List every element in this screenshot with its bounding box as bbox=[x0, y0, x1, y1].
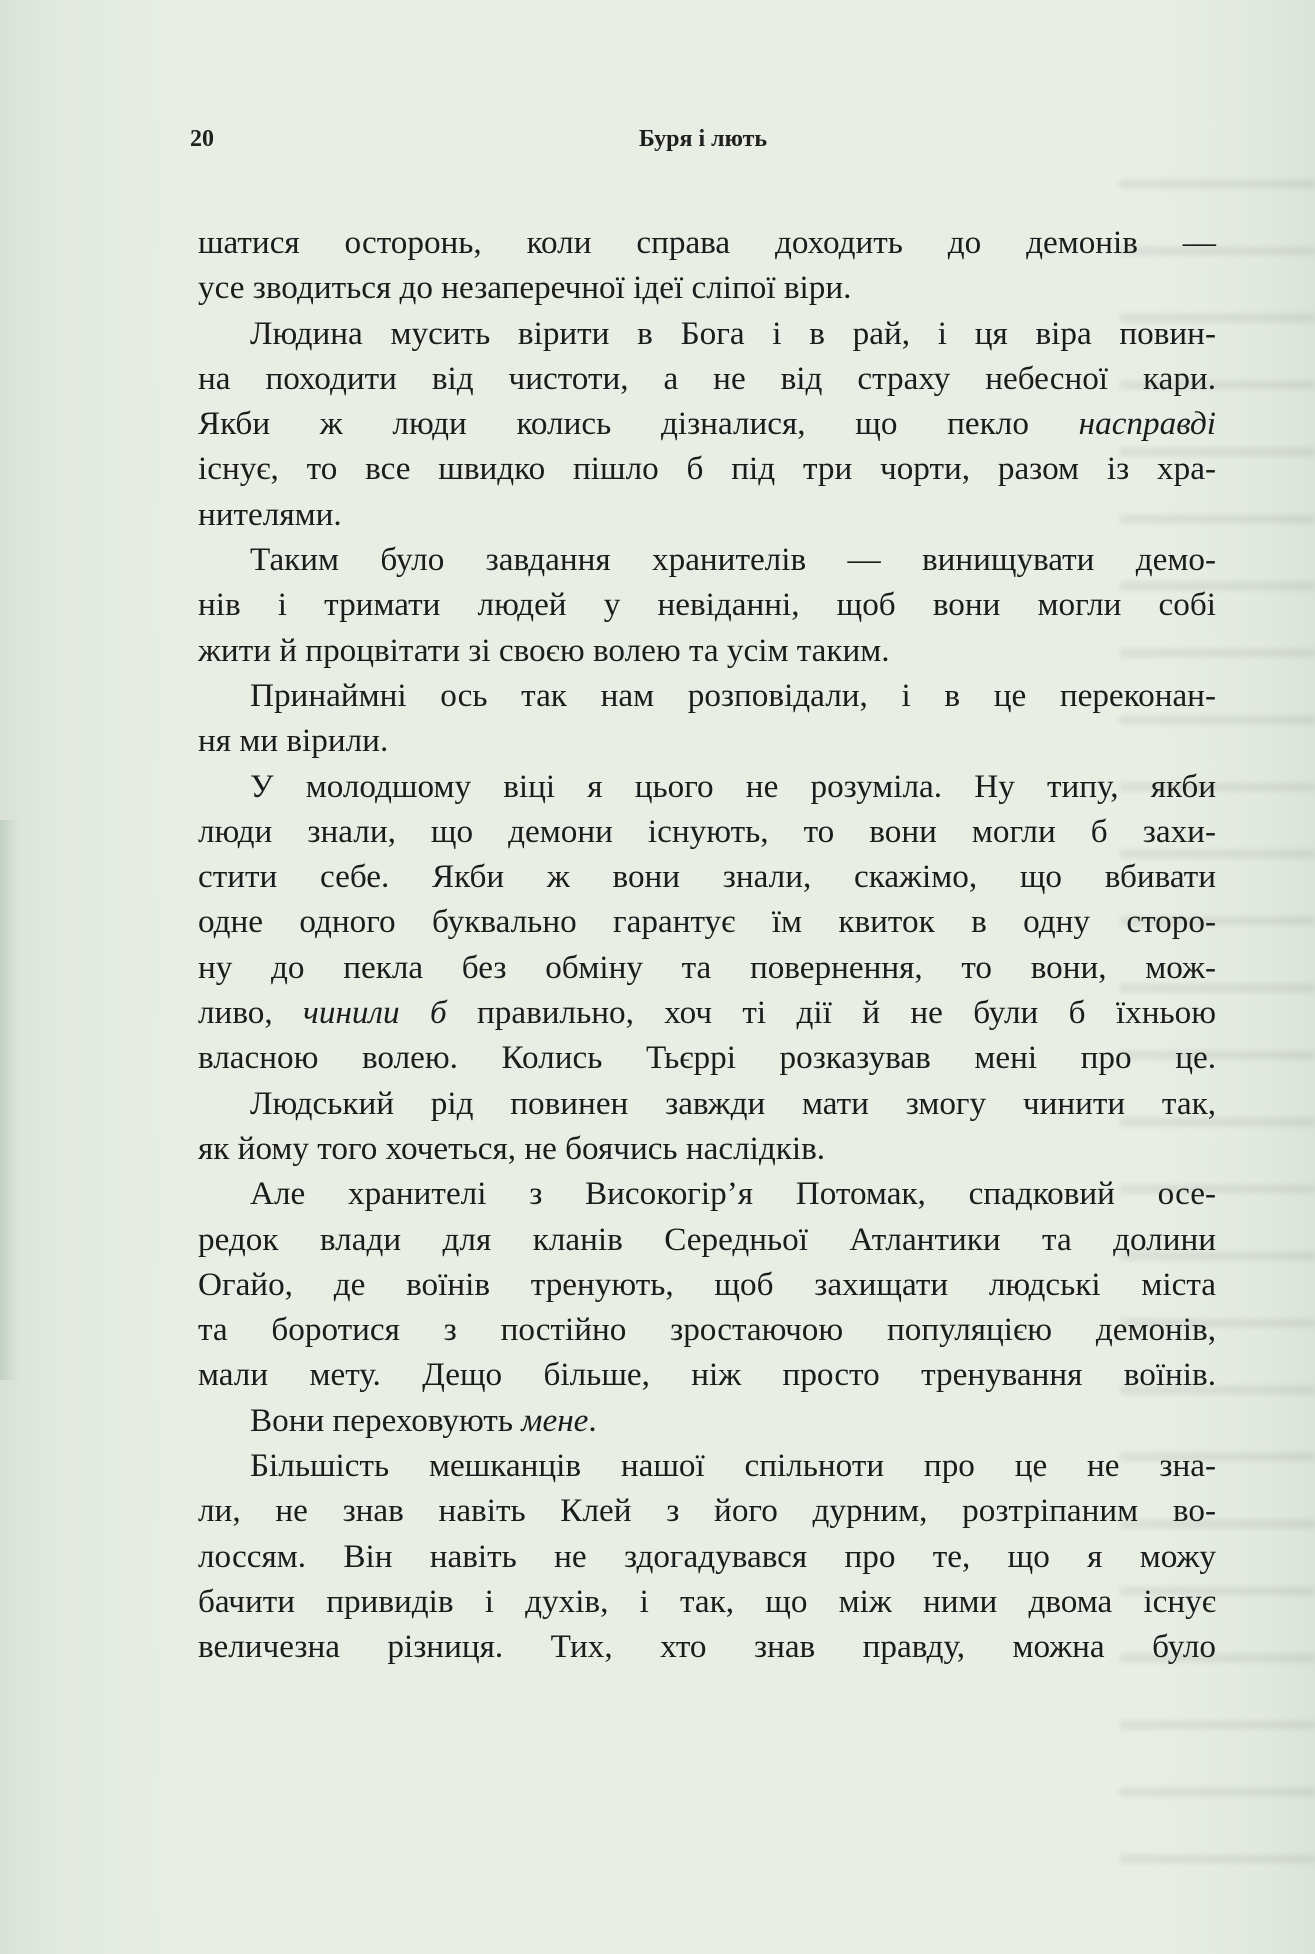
text-line: Людина мусить вірити в Бога і в рай, і ця віра повин- bbox=[250, 314, 1216, 352]
text-line: власною волею. Колись Тьєррі розказував мені про це. bbox=[198, 1039, 1216, 1077]
text-line: на походити від чистоти, а не від страху небесної кари. bbox=[198, 359, 1216, 397]
text-line: Огайо, де воїнів тренують, щоб захищати людські міста bbox=[198, 1265, 1216, 1303]
text-line: Але хранителі з Високогір’я Потомак, спадковий осе- bbox=[250, 1175, 1216, 1213]
text-line: усе зводиться до незаперечної ідеї сліпої віри. bbox=[198, 269, 852, 307]
text-line: жити й процвітати зі своєю волею та усім таким. bbox=[198, 631, 890, 669]
text-line: як йому того хочеться, не боячись наслідків. bbox=[198, 1129, 826, 1167]
page-number: 20 bbox=[190, 126, 214, 152]
text-line: редок влади для кланів Середньої Атлантики та долини bbox=[198, 1220, 1216, 1258]
text-line: мали мету. Дещо більше, ніж просто тренування воїнів. bbox=[198, 1356, 1216, 1394]
text-line: Людський рід повинен завжди мати змогу чинити так, bbox=[250, 1084, 1216, 1122]
running-title: Буря і лють bbox=[638, 126, 768, 152]
text-line: Таким було завдання хранителів — винищувати демо- bbox=[250, 541, 1216, 579]
text-line: одне одного буквально гарантує їм квиток в одну сторо- bbox=[198, 903, 1216, 941]
text-line bbox=[198, 401, 1216, 446]
text-line: лоссям. Він навіть не здогадувався про те, що я можу bbox=[198, 1537, 1216, 1575]
text-line: бачити привидів і духів, і так, що між ними двома існує bbox=[198, 1582, 1216, 1620]
text-line bbox=[198, 990, 1216, 1035]
text-line: люди знали, що демони існують, то вони могли б захи- bbox=[198, 812, 1216, 850]
body-text bbox=[198, 220, 1216, 1670]
text-line bbox=[198, 1398, 1216, 1443]
text-run: правильно, хоч ті дії й не були б їхньою bbox=[446, 994, 1216, 1032]
text-line: ня ми вірили. bbox=[198, 722, 389, 760]
italic-emphasis: насправді bbox=[1078, 405, 1216, 443]
italic-emphasis: мене bbox=[521, 1401, 589, 1439]
text-line: нів і тримати людей у невіданні, щоб вони могли собі bbox=[198, 586, 1216, 624]
text-line: існує, то все швидко пішло б під три чорти, разом із хра- bbox=[198, 450, 1216, 488]
text-line: нителями. bbox=[198, 495, 342, 533]
text-run: Вони переховують bbox=[250, 1401, 522, 1439]
page-header bbox=[190, 126, 1216, 166]
text-line: Принаймні ось так нам розповідали, і в це переконан- bbox=[250, 676, 1216, 714]
text-run: Якби ж люди колись дізналися, що пекло bbox=[198, 405, 1079, 443]
page-edge-shadow bbox=[0, 820, 18, 1380]
text-line: Більшість мешканців нашої спільноти про це не зна- bbox=[250, 1447, 1216, 1485]
text-line: У молодшому віці я цього не розуміла. Ну типу, якби bbox=[250, 767, 1216, 805]
text-line: ну до пекла без обміну та повернення, то вони, мож- bbox=[198, 948, 1216, 986]
text-line: та боротися з постійно зростаючою популяцією демонів, bbox=[198, 1311, 1216, 1349]
text-line: ли, не знав навіть Клей з його дурним, розтріпаним во- bbox=[198, 1492, 1216, 1530]
text-run: ливо, bbox=[198, 994, 304, 1032]
text-line: стити себе. Якби ж вони знали, скажімо, що вбивати bbox=[198, 858, 1216, 896]
italic-emphasis: чинили б bbox=[303, 994, 447, 1032]
text-line: шатися осторонь, коли справа доходить до демонів — bbox=[198, 224, 1216, 261]
text-run: . bbox=[588, 1401, 597, 1439]
text-line: величезна різниця. Тих, хто знав правду, можна було bbox=[198, 1628, 1216, 1666]
